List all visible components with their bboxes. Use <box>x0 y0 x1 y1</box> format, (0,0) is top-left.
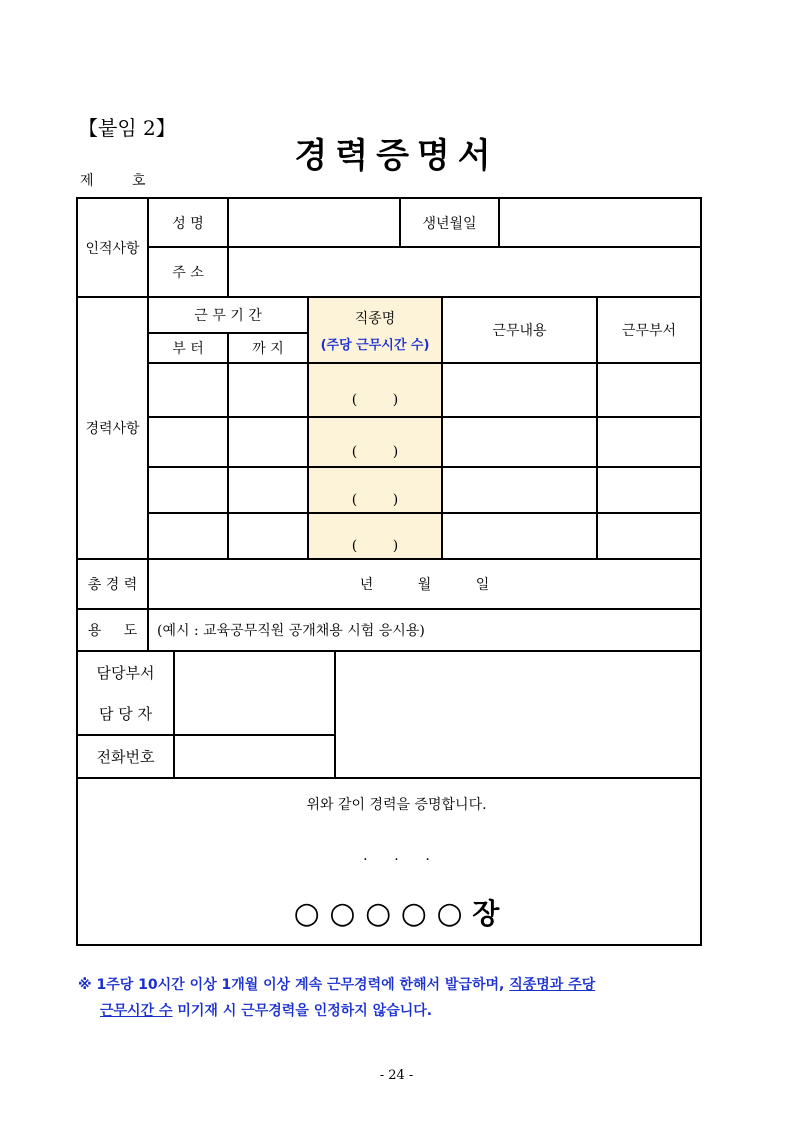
career-to-field[interactable] <box>228 513 308 559</box>
address-label: 주 소 <box>148 247 228 297</box>
document-number-label: 제 호 <box>80 173 146 189</box>
career-section-label: 경력사항 <box>77 297 148 559</box>
purpose-value[interactable]: (예시 : 교육공무직원 공개채용 시험 응시용) <box>148 609 701 651</box>
department-label: 근무부서 <box>597 297 701 363</box>
career-to-field[interactable] <box>228 417 308 467</box>
career-work-field[interactable] <box>442 363 597 417</box>
contact-dept-label: 담당부서 <box>77 651 174 693</box>
career-work-field[interactable] <box>442 513 597 559</box>
career-job-field[interactable] <box>308 363 442 417</box>
name-field[interactable] <box>228 198 400 247</box>
notice-mark: ※ <box>78 977 92 993</box>
career-dept-field[interactable] <box>597 363 701 417</box>
career-dept-field[interactable] <box>597 513 701 559</box>
total-career-value[interactable]: 년 월 일 <box>148 559 701 609</box>
career-from-field[interactable] <box>148 417 228 467</box>
contact-phone-label: 전화번호 <box>77 735 174 778</box>
birth-field[interactable] <box>499 198 701 247</box>
notice <box>78 972 728 1024</box>
contact-person-label: 담 당 자 <box>77 693 174 735</box>
notice-text-2: 미기재 시 근무경력을 인정하지 않습니다. <box>177 1003 433 1019</box>
purpose-label: 용 도 <box>77 609 148 651</box>
issuer-title: 장 <box>472 897 500 930</box>
career-to-field[interactable] <box>228 363 308 417</box>
address-field[interactable] <box>228 247 701 297</box>
career-job-field[interactable] <box>308 417 442 467</box>
period-label: 근 무 기 간 <box>148 297 308 333</box>
birth-label: 생년월일 <box>400 198 499 247</box>
total-career-label: 총 경 력 <box>77 559 148 609</box>
career-from-field[interactable] <box>148 467 228 513</box>
notice-text-1: 1주당 10시간 이상 1개월 이상 계속 근무경력에 한해서 발급하며, <box>96 977 505 993</box>
career-dept-field[interactable] <box>597 467 701 513</box>
certification-date[interactable]: . . . <box>363 848 430 864</box>
career-dept-field[interactable] <box>597 417 701 467</box>
career-work-field[interactable] <box>442 467 597 513</box>
weekly-hours-label: (주당 근무시간 수) <box>320 337 430 353</box>
career-work-field[interactable] <box>442 417 597 467</box>
notice-underline-2: 근무시간 수 <box>100 1003 173 1019</box>
certification-text: 위와 같이 경력을 증명합니다. <box>306 797 487 813</box>
document-title: 경력증명서 <box>294 136 499 176</box>
issuer-signature <box>0 892 793 932</box>
job-title-header <box>308 297 442 363</box>
attachment-label: 【붙임 2】 <box>78 116 176 140</box>
work-content-label: 근무내용 <box>442 297 597 363</box>
hours-paren: ( ) <box>351 492 399 508</box>
career-job-field[interactable] <box>308 467 442 513</box>
contact-phone-field[interactable] <box>174 735 335 778</box>
hours-paren: ( ) <box>351 538 399 554</box>
to-label: 까 지 <box>228 333 308 363</box>
name-label: 성 명 <box>148 198 228 247</box>
career-job-field[interactable] <box>308 513 442 559</box>
from-label: 부 터 <box>148 333 228 363</box>
contact-note-area[interactable] <box>335 651 701 778</box>
notice-underline-1: 직종명과 주당 <box>509 977 596 993</box>
job-label: 직종명 <box>354 310 396 327</box>
contact-dept-person-field[interactable] <box>174 651 335 735</box>
career-from-field[interactable] <box>148 513 228 559</box>
hours-paren: ( ) <box>351 444 399 460</box>
hours-paren: ( ) <box>351 392 399 408</box>
issuer-name-placeholder: ○ ○ ○ ○ ○ <box>293 896 463 931</box>
career-to-field[interactable] <box>228 467 308 513</box>
page-number: - 24 - <box>379 1068 414 1083</box>
career-from-field[interactable] <box>148 363 228 417</box>
personal-section-label: 인적사항 <box>77 198 148 297</box>
